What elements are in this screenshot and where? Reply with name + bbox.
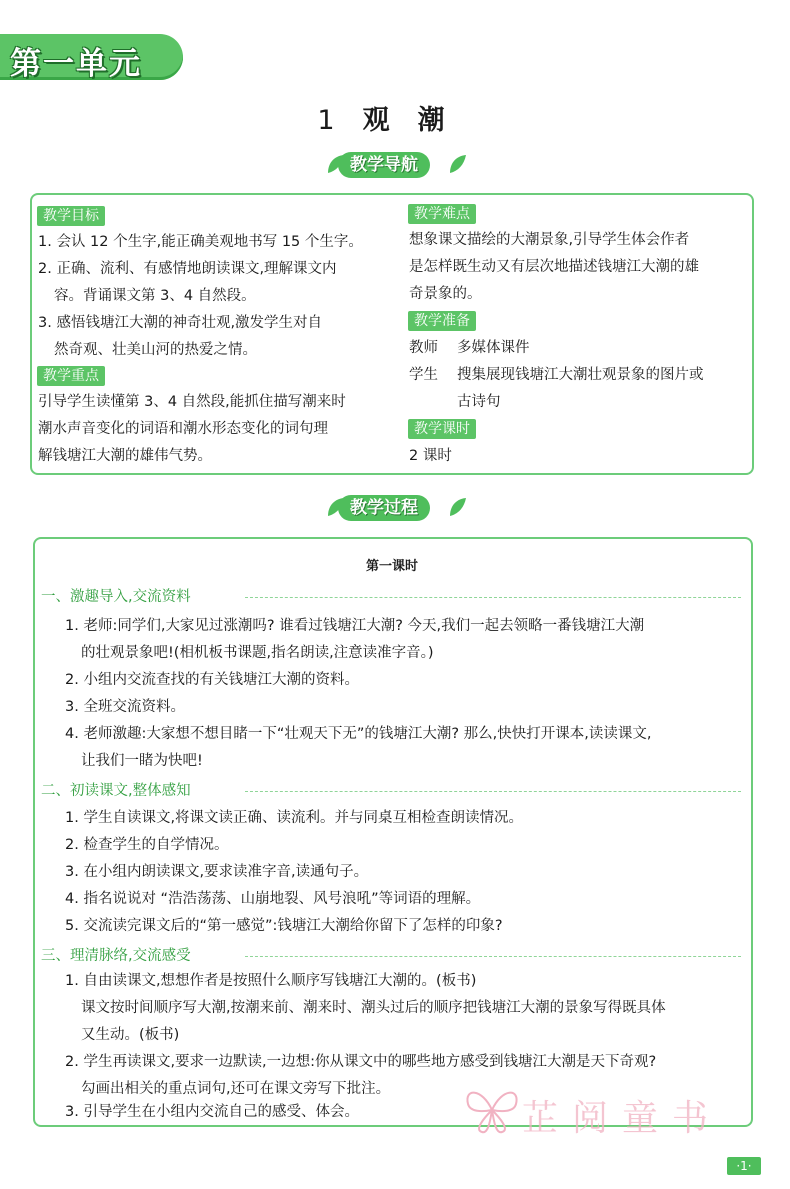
step-line: 3. 引导学生在小组内交流自己的感受、体会。 <box>65 1104 359 1120</box>
nav-banner-label: 教学导航 <box>338 152 430 178</box>
teaching-nav-box <box>30 193 754 475</box>
section-divider <box>245 956 741 957</box>
prep-student-text-1: 搜集展现钱塘江大潮壮观景象的图片或 <box>457 367 704 383</box>
step-line: 1. 老师:同学们,大家见过涨潮吗? 谁看过钱塘江大潮? 今天,我们一起去领略一番钱塘江大潮 <box>65 618 645 634</box>
prep-student-text-2: 古诗句 <box>457 394 501 410</box>
step-line: 5. 交流读完课文后的“第一感觉”:钱塘江大潮给你留下了怎样的印象? <box>65 918 503 934</box>
step-line: 3. 在小组内朗读课文,要求读准字音,读通句子。 <box>65 864 369 880</box>
key-points-tag: 教学重点 <box>37 366 105 386</box>
leaf-right-icon <box>448 153 468 175</box>
step-line: 勾画出相关的重点词句,还可在课文旁写下批注。 <box>81 1081 391 1097</box>
lesson-title <box>0 98 790 137</box>
prep-teacher-text: 多媒体课件 <box>457 340 530 356</box>
difficulty-line-3: 奇景象的。 <box>409 286 482 302</box>
step-line: 4. 老师激趣:大家想不想目睹一下“壮观天下无”的钱塘江大潮? 那么,快快打开课本,读读课文, <box>65 726 652 742</box>
step-line: 2. 检查学生的自学情况。 <box>65 837 229 853</box>
section-title: 三、理清脉络,交流感受 <box>41 948 191 964</box>
section-divider <box>245 791 741 792</box>
step-line: 1. 自由读课文,想想作者是按照什么顺序写钱塘江大潮的。(板书) <box>65 973 477 989</box>
butterfly-watermark-icon <box>462 1082 522 1138</box>
section-title: 一、激趣导入,交流资料 <box>41 589 191 605</box>
goal-line-4: 3. 感悟钱塘江大潮的神奇壮观,激发学生对自 <box>38 315 323 331</box>
lesson-title-text: 观潮 <box>362 105 473 136</box>
step-line: 2. 小组内交流查找的有关钱塘江大潮的资料。 <box>65 672 359 688</box>
watermark-text: 芷阅童书 <box>522 1098 723 1139</box>
unit-label: 第一单元 <box>10 46 142 82</box>
difficulty-line-2: 是怎样既生动又有层次地描述钱塘江大潮的雄 <box>409 259 699 275</box>
leaf-right-icon <box>448 496 468 518</box>
step-line: 又生动。(板书) <box>81 1027 180 1043</box>
goal-line-5: 然奇观、壮美山河的热爱之情。 <box>54 342 257 358</box>
goal-line-1: 1. 会认 12 个生字,能正确美观地书写 15 个生字。 <box>38 234 363 250</box>
prep-student-label: 学生 <box>409 367 438 383</box>
step-line: 3. 全班交流资料。 <box>65 699 185 715</box>
hours-value: 2 课时 <box>409 448 452 464</box>
process-banner-label: 教学过程 <box>338 495 430 521</box>
lesson-number: 1 <box>317 105 335 136</box>
section-divider <box>245 597 741 598</box>
goal-line-2: 2. 正确、流利、有感情地朗读课文,理解课文内 <box>38 261 337 277</box>
key-point-line-2: 潮水声音变化的词语和潮水形态变化的词句理 <box>38 421 328 437</box>
unit-tab <box>0 34 183 80</box>
hours-tag: 教学课时 <box>408 419 476 439</box>
goal-line-3: 容。背诵课文第 3、4 自然段。 <box>54 288 256 304</box>
period-title: 第一课时 <box>365 559 418 574</box>
step-line: 课文按时间顺序写大潮,按潮来前、潮来时、潮头过后的顺序把钱塘江大潮的景象写得既具体 <box>81 1000 666 1016</box>
process-banner <box>326 494 466 522</box>
page-number: ·1· <box>727 1157 761 1175</box>
step-line: 4. 指名说说对 “浩浩荡荡、山崩地裂、风号浪吼”等词语的理解。 <box>65 891 481 907</box>
key-point-line-3: 解钱塘江大潮的雄伟气势。 <box>38 448 212 464</box>
difficulty-line-1: 想象课文描绘的大潮景象,引导学生体会作者 <box>409 232 690 248</box>
step-line: 1. 学生自读课文,将课文读正确、读流利。并与同桌互相检查朗读情况。 <box>65 810 524 826</box>
key-point-line-1: 引导学生读懂第 3、4 自然段,能抓住描写潮来时 <box>38 394 346 410</box>
difficulties-tag: 教学难点 <box>408 204 476 224</box>
step-line: 的壮观景象吧!(相机板书课题,指名朗读,注意读准字音。) <box>81 645 434 661</box>
step-line: 让我们一睹为快吧! <box>81 753 203 769</box>
prep-teacher-label: 教师 <box>409 340 438 356</box>
teaching-process-box <box>33 537 753 1127</box>
section-title: 二、初读课文,整体感知 <box>41 783 191 799</box>
step-line: 2. 学生再读课文,要求一边默读,一边想:你从课文中的哪些地方感受到钱塘江大潮是天下奇观? <box>65 1054 657 1070</box>
nav-banner <box>326 151 466 179</box>
preparation-tag: 教学准备 <box>408 311 476 331</box>
goals-tag: 教学目标 <box>37 206 105 226</box>
